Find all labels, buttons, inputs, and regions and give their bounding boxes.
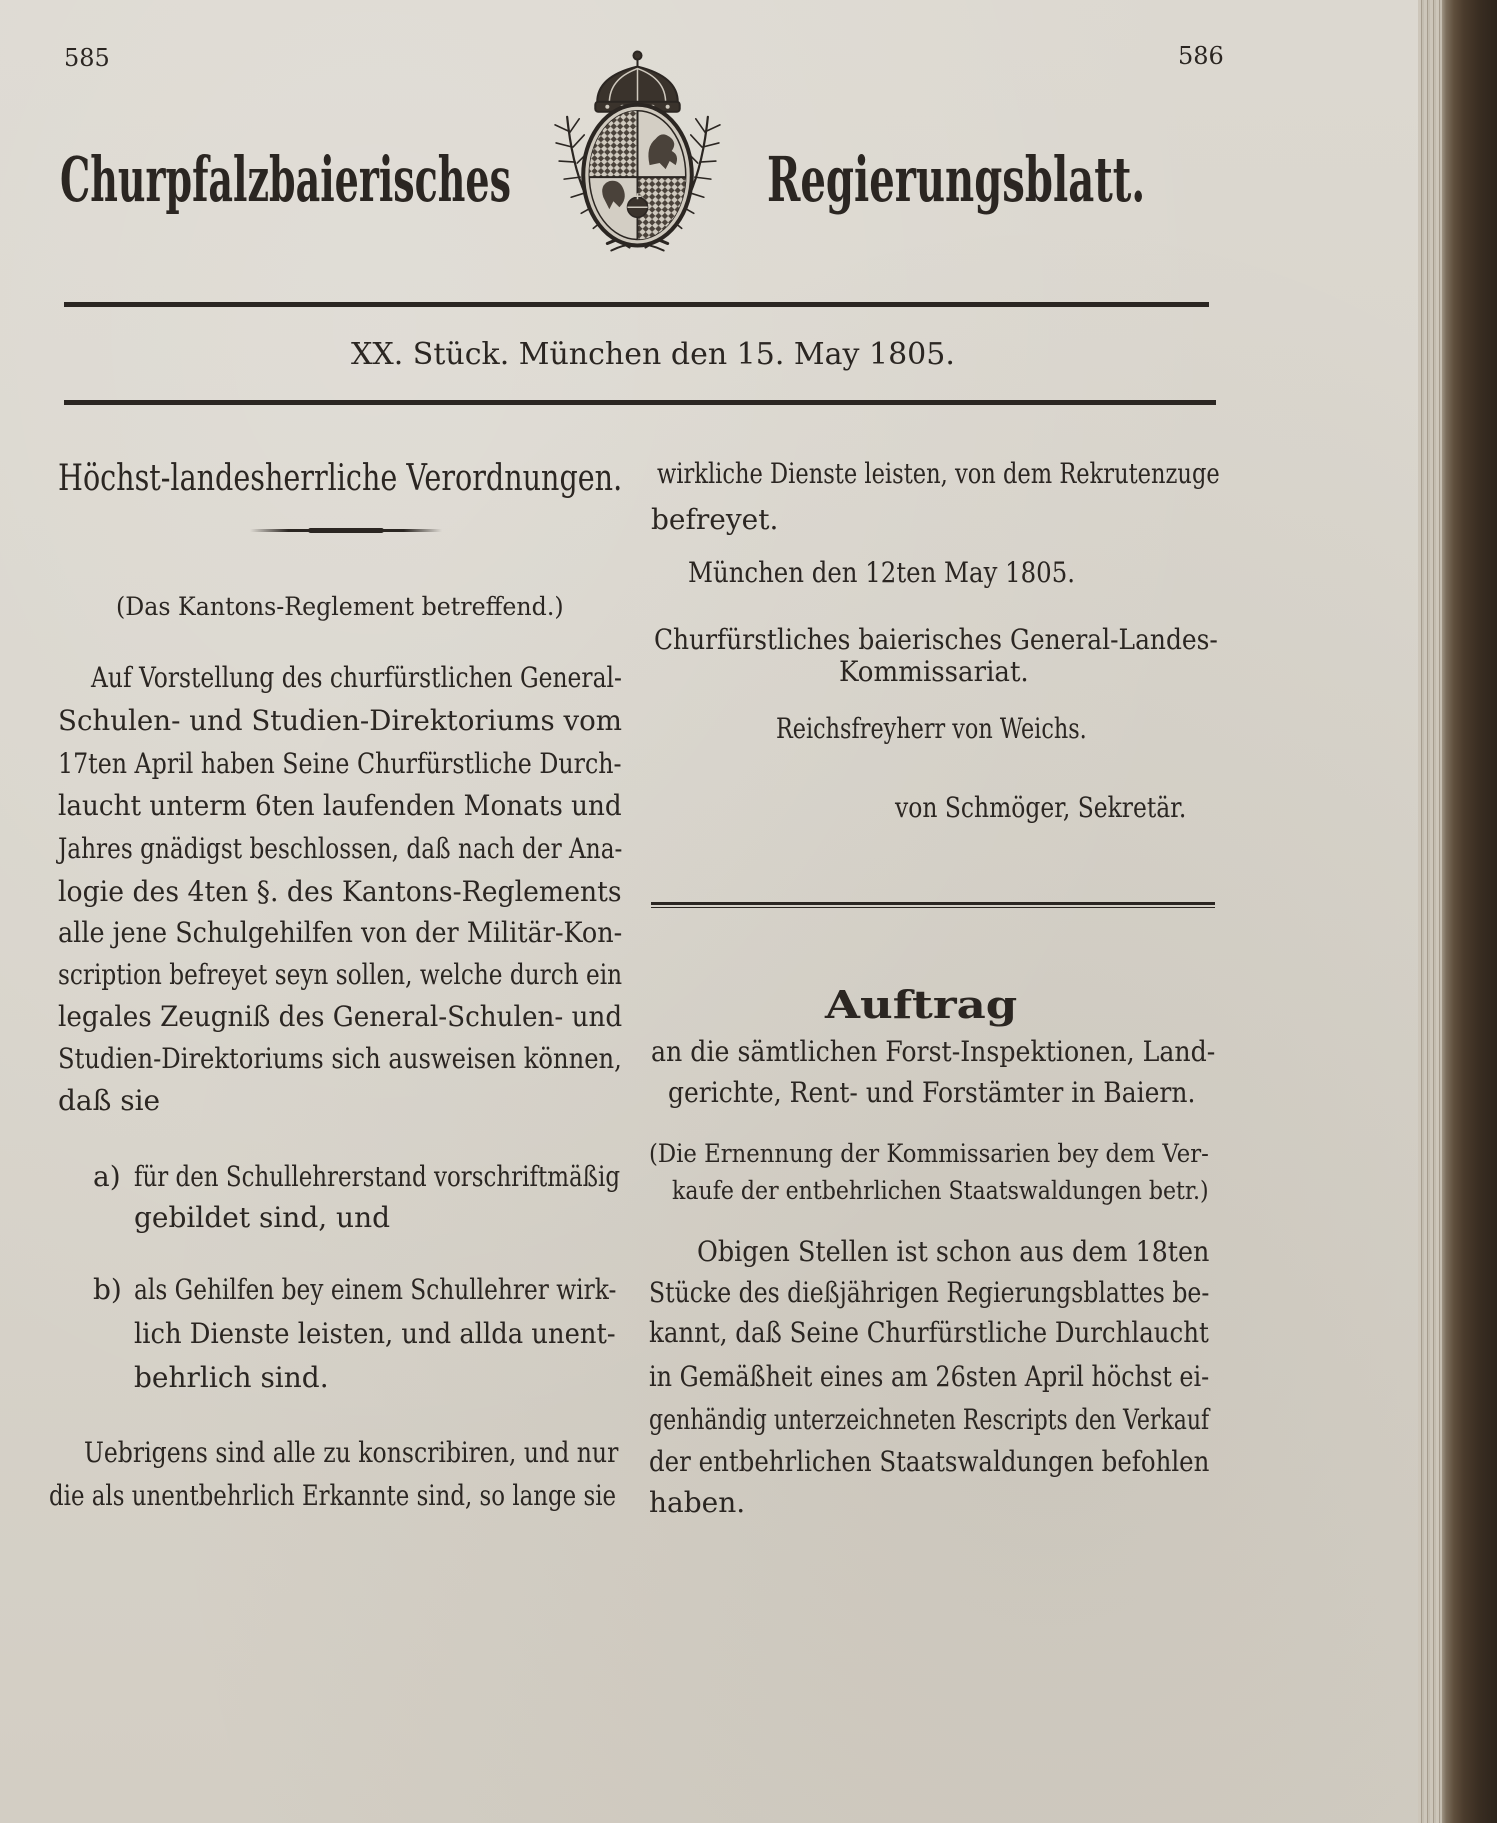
page-number-right bbox=[1178, 38, 1238, 74]
left-paragraph-line-text: scription befreyet seyn sollen, welche durch ein bbox=[58, 958, 623, 991]
masthead-title-right bbox=[767, 140, 1145, 220]
masthead-rule-bottom bbox=[64, 400, 1216, 405]
page-edges bbox=[1418, 0, 1442, 1823]
item-b-line-text: behrlich sind. bbox=[134, 1361, 329, 1394]
addressee-line-text: gerichte, Rent- und Forstämter in Baiern. bbox=[668, 1076, 1196, 1109]
left-paragraph-line-text: 17ten April haben Seine Churfürstliche Durch- bbox=[58, 747, 622, 780]
left-paragraph-line bbox=[58, 701, 622, 741]
heading-separator bbox=[250, 529, 442, 532]
left-paragraph-line-text: legales Zeugniß des General-Schulen- und bbox=[58, 1000, 623, 1033]
addressee-line bbox=[651, 1032, 1215, 1072]
item-b-line-text: lich Dienste leisten, und allda unent- bbox=[134, 1317, 616, 1350]
right-paragraph-line-text: genhändig unterzeichneten Rescripts den Verkauf bbox=[649, 1403, 1210, 1436]
signatory-text: Reichsfreyherr von Weichs. bbox=[776, 712, 1087, 745]
masthead-rule-top bbox=[64, 302, 1209, 307]
left-paragraph-line bbox=[58, 1039, 622, 1079]
order-title bbox=[825, 980, 1017, 1030]
left-paragraph-line bbox=[58, 1081, 622, 1121]
right-paragraph-line bbox=[649, 1313, 1209, 1353]
item-marker-a-text: a) bbox=[93, 1160, 121, 1193]
continuation-line bbox=[651, 500, 951, 540]
item-b-line-text: als Gehilfen bey einem Schullehrer wirk- bbox=[134, 1273, 617, 1306]
date-line-text: München den 12ten May 1805. bbox=[688, 556, 1076, 589]
right-paragraph-line-text: Stücke des dießjährigen Regierungsblattes be- bbox=[649, 1276, 1210, 1309]
left-paragraph-line bbox=[58, 997, 622, 1037]
issue-line bbox=[351, 333, 955, 377]
left-paragraph-line bbox=[58, 829, 622, 869]
masthead-title-right-text: Regierungsblatt. bbox=[767, 143, 1146, 216]
item-marker-b bbox=[93, 1270, 129, 1310]
closing-line-text: Uebrigens sind alle zu konscribiren, und nur bbox=[84, 1436, 619, 1469]
authority-line-text: Kommissariat. bbox=[839, 655, 1029, 688]
item-b-line bbox=[134, 1358, 616, 1398]
authority-line-text: Churfürstliches baierisches General-Landes- bbox=[654, 623, 1218, 656]
left-paragraph-line-text: Studien-Direktoriums sich ausweisen können, bbox=[58, 1042, 622, 1075]
issue-line-text: XX. Stück. München den 15. May 1805. bbox=[351, 337, 955, 372]
right-paragraph-line bbox=[649, 1442, 1209, 1482]
order-title-text: Auftrag bbox=[825, 982, 1018, 1027]
continuation-line-text: befreyet. bbox=[651, 503, 779, 536]
left-paragraph-line-text: daß sie bbox=[58, 1084, 161, 1117]
right-paragraph-line-text: kannt, daß Seine Churfürstliche Durchlaucht bbox=[649, 1316, 1209, 1349]
left-paragraph-line bbox=[58, 744, 622, 784]
left-paragraph-line-text: Auf Vorstellung des churfürstlichen General- bbox=[91, 661, 622, 694]
masthead-title-left-text: Churpfalzbaierisches bbox=[60, 143, 511, 216]
item-marker-b-text: b) bbox=[93, 1273, 122, 1306]
item-a-line bbox=[134, 1198, 620, 1238]
left-paragraph-line-text: logie des 4ten §. des Kantons-Reglements bbox=[58, 875, 622, 908]
left-paragraph-line bbox=[58, 872, 622, 912]
left-paragraph-line-text: laucht unterm 6ten laufenden Monats und bbox=[58, 789, 622, 822]
closing-line bbox=[49, 1476, 616, 1516]
book-binding bbox=[1442, 0, 1497, 1823]
right-paragraph-line bbox=[697, 1232, 1209, 1272]
ordinance-subject bbox=[116, 587, 564, 627]
right-paragraph-line bbox=[649, 1273, 1209, 1313]
secretary bbox=[895, 788, 1186, 828]
right-paragraph-line-text: in Gemäßheit eines am 26sten April höchst ei- bbox=[649, 1360, 1210, 1393]
right-paragraph-line-text: Obigen Stellen ist schon aus dem 18ten bbox=[697, 1235, 1210, 1268]
right-paragraph-line-text: der entbehrlichen Staatswaldungen befohlen bbox=[649, 1445, 1210, 1478]
continuation-line bbox=[657, 454, 1220, 494]
order-subject-line-text: (Die Ernennung der Kommissarien bey dem Ver- bbox=[649, 1139, 1209, 1168]
page-number-right-text: 586 bbox=[1178, 42, 1224, 70]
left-paragraph-line bbox=[91, 658, 622, 698]
left-paragraph-line bbox=[58, 955, 622, 995]
date-line bbox=[688, 553, 1075, 593]
section-divider bbox=[651, 902, 1215, 908]
order-subject-line bbox=[672, 1171, 1209, 1211]
item-marker-a bbox=[93, 1157, 129, 1197]
signatory bbox=[776, 709, 1087, 749]
item-a-line bbox=[134, 1157, 620, 1197]
ordinance-subject-text: (Das Kantons-Reglement betreffend.) bbox=[116, 592, 564, 621]
left-paragraph-line-text: alle jene Schulgehilfen von der Militär-Kon- bbox=[58, 916, 623, 949]
page-number-left bbox=[64, 40, 124, 76]
item-b-line bbox=[134, 1314, 616, 1354]
left-paragraph-line bbox=[58, 913, 622, 953]
closing-line bbox=[84, 1433, 618, 1473]
addressee-line-text: an die sämtlichen Forst-Inspektionen, Land- bbox=[651, 1035, 1216, 1068]
item-a-line-text: gebildet sind, und bbox=[134, 1201, 391, 1234]
right-paragraph-line bbox=[649, 1357, 1209, 1397]
closing-line-text: die als unentbehrlich Erkannte sind, so lange sie bbox=[49, 1479, 617, 1512]
right-paragraph-line bbox=[649, 1483, 1209, 1523]
item-a-line-text: für den Schullehrerstand vorschriftmäßig bbox=[134, 1160, 621, 1193]
left-paragraph-line bbox=[58, 786, 622, 826]
left-paragraph-line-text: Schulen- und Studien-Direktoriums vom bbox=[58, 704, 622, 737]
continuation-line-text: wirkliche Dienste leisten, von dem Rekrutenzuge bbox=[657, 457, 1220, 490]
order-subject-line-text: kaufe der entbehrlichen Staatswaldungen betr.) bbox=[672, 1176, 1209, 1205]
addressee-line bbox=[668, 1073, 1195, 1113]
section-heading-text: Höchst-landesherrliche Verordnungen. bbox=[58, 458, 623, 499]
coat-of-arms-icon bbox=[537, 46, 738, 258]
page-number-left-text: 585 bbox=[64, 44, 110, 72]
right-paragraph-line-text: haben. bbox=[649, 1486, 746, 1519]
left-paragraph-line-text: Jahres gnädigst beschlossen, daß nach der Ana- bbox=[58, 832, 623, 865]
authority-line bbox=[839, 652, 1029, 692]
right-paragraph-line bbox=[649, 1400, 1209, 1440]
masthead-title-left bbox=[60, 140, 511, 220]
item-b-line bbox=[134, 1270, 616, 1310]
secretary-text: von Schmöger, Sekretär. bbox=[895, 791, 1187, 824]
section-heading bbox=[58, 455, 622, 503]
order-subject-line bbox=[649, 1134, 1209, 1174]
